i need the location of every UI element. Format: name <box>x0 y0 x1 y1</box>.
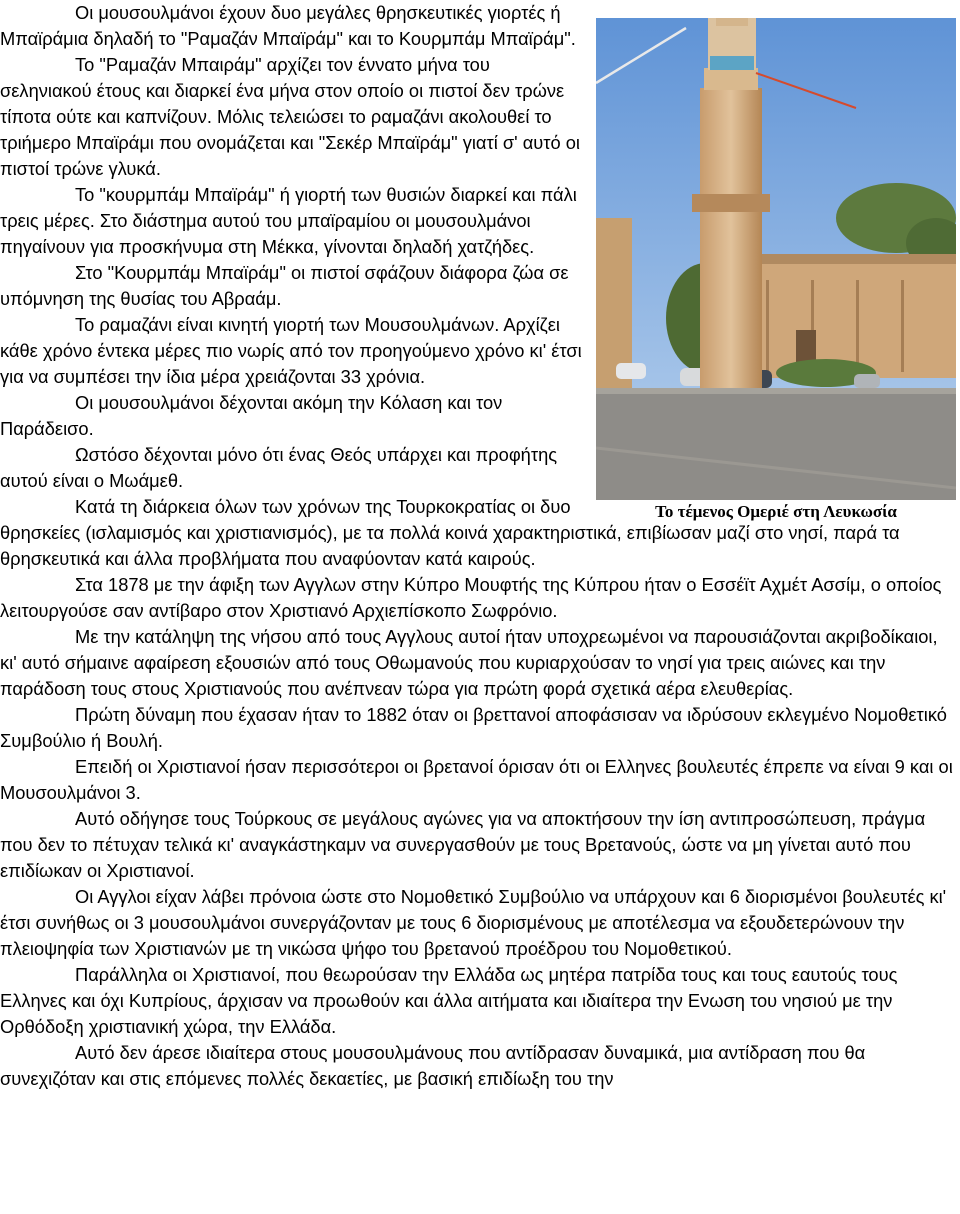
paragraph-5: Το ραμαζάνι είναι κινητή γιορτή των Μουσουλμάνων. Αρχίζει κάθε χρόνο έντεκα μέρες πιο νωρίς από τον προηγούμενο χρόνο κι' έτσι για να συμπέσει την ίδια μέρα χρειάζονται 33 χρόνια. <box>0 314 582 387</box>
paragraph-16: Αυτό δεν άρεσε ιδιαίτερα στους μουσουλμάνους που αντίδρασαν δυναμικά, μια αντίδραση που θα συνεχιζόταν και στις επόμενες πολλές δεκαετίες, με βασική επιδίωξη του την <box>0 1042 866 1089</box>
paragraph-11: Πρώτη δύναμη που έχασαν ήταν το 1882 όταν οι βρεττανοί αποφάσισαν να ιδρύσουν εκλεγμένο Νομοθετικό Συμβούλιο ή Βουλή. <box>0 704 947 751</box>
paragraph-12: Επειδή οι Χριστιανοί ήσαν περισσότεροι οι βρετανοί όρισαν ότι οι Ελληνες βουλευτές έπρεπε να είναι 9 και οι Μουσουλμάνοι 3. <box>0 756 953 803</box>
paragraph-10: Με την κατάληψη της νήσου από τους Αγγλους αυτοί ήταν υποχρεωμένοι να παρουσιάζονται ακριβοδίκαιοι, κι' αυτό σήμαινε αφαίρεση εξουσιών από τους Οθωμανούς που κυριαρχούσαν το νησί για τρεις αιώνες και την παράδοση τους στους Χριστιανούς που ανέπνεαν τώρα για πρώτη φορά σχετικά αέρα ελευθερίας. <box>0 626 938 699</box>
paragraph-2: Το "Ραμαζάν Μπαιράμ" αρχίζει τον έννατο μήνα του σεληνιακού έτους και διαρκεί ένα μήνα στον οποίο οι πιστοί δεν τρώνε τίποτα ούτε και καπνίζουν. Μόλις τελειώσει το ραμαζάνι ακολουθεί το τριήμερο Μπαϊράμι που ονομάζεται και "Σεκέρ Μπαϊράμ" γιατί σ' αυτό οι πιστοί τρώνε γλυκά. <box>0 54 580 179</box>
figure <box>588 0 956 521</box>
paragraph-4: Στο "Κουρμπάμ Μπαϊράμ" οι πιστοί σφάζουν διάφορα ζώα σε υπόμνηση της θυσίας του Αβραάμ. <box>0 262 569 309</box>
paragraph-6: Οι μουσουλμάνοι δέχονται ακόμη την Κόλαση και τον Παράδεισο. <box>0 392 503 439</box>
paragraph-15: Παράλληλα οι Χριστιανοί, που θεωρούσαν την Ελλάδα ως μητέρα πατρίδα τους και τους εαυτούς τους Ελληνες και όχι Κυπρίους, άρχισαν να προωθούν και άλλα αιτήματα και ιδιαίτερα την Ενωση του νησιού με την Ορθόδοξη χριστιανική χώρα, την Ελλάδα. <box>0 964 898 1037</box>
paragraph-14: Οι Αγγλοι είχαν λάβει πρόνοια ώστε στο Νομοθετικό Συμβούλιο να υπάρχουν και 6 διορισμένοι βουλευτές κι' έτσι συνήθως οι 3 μουσουλμάνοι συνεργάζονταν με τους 6 διορισμένους με αποτέλεσμα να εξουδετερώνουν την πλειοψηφία των Χριστιανών με τη νικώσα ψήφο του βρετανού προέδρου του Νομοθετικού. <box>0 886 947 959</box>
paragraph-13: Αυτό οδήγησε τους Τούρκους σε μεγάλους αγώνες για να αποκτήσουν την ίση αντιπροσώπευση, πράγμα που δεν το πέτυχαν τελικά κι' αναγκάστηκαμν να συνεργασθούν με τους Βρετανούς, ώστε να μη γίνεται αυτό που επιδίωκαν οι Χριστιανοί. <box>0 808 926 881</box>
paragraph-3: Το "κουρμπάμ Μπαϊράμ" ή γιορτή των θυσιών διαρκεί και πάλι τρεις μέρες. Στο διάστημα αυτού του μπαϊραμίου οι μουσουλμάνοι πηγαίνουν για προσκήνυμα στη Μέκκα, γίνονται δηλαδή χατζήδες. <box>0 184 577 257</box>
paragraph-1: Οι μουσουλμάνοι έχουν δυο μεγάλες θρησκευτικές γιορτές ή Μπαϊράμια δηλαδή το "Ραμαζάν Μπαϊράμ" και το Κουρμπάμ Μπαϊράμ". <box>0 2 576 49</box>
paragraph-8: Κατά τη διάρκεια όλων των χρόνων της Τουρκοκρατίας οι δυο θρησκείες (ισλαμισμός και χριστιανισμός), με τα πολλά κοινά χαρακτηριστικά, επιβίωσαν μαζί στο νησί, παρά τα θρησκευτικά και άλλα προβλήματα που αναφύονταν κατά καιρούς. <box>0 496 900 569</box>
paragraph-9: Στα 1878 με την άφιξη των Αγγλων στην Κύπρο Μουφτής της Κύπρου ήταν ο Εσσέϊτ Αχμέτ Ασσίμ, ο οποίος λειτουργούσε σαν αντίβαρο στον Χριστιανό Αρχιεπίσκοπο Σωφρόνιο. <box>0 574 942 621</box>
mosque-minaret-photo <box>596 18 956 500</box>
figure-caption: Το τέμενος Ομεριέ στη Λευκωσία <box>655 502 897 521</box>
paragraph-7: Ωστόσο δέχονται μόνο ότι ένας Θεός υπάρχει και προφήτης αυτού είναι ο Μωάμεθ. <box>0 444 558 491</box>
